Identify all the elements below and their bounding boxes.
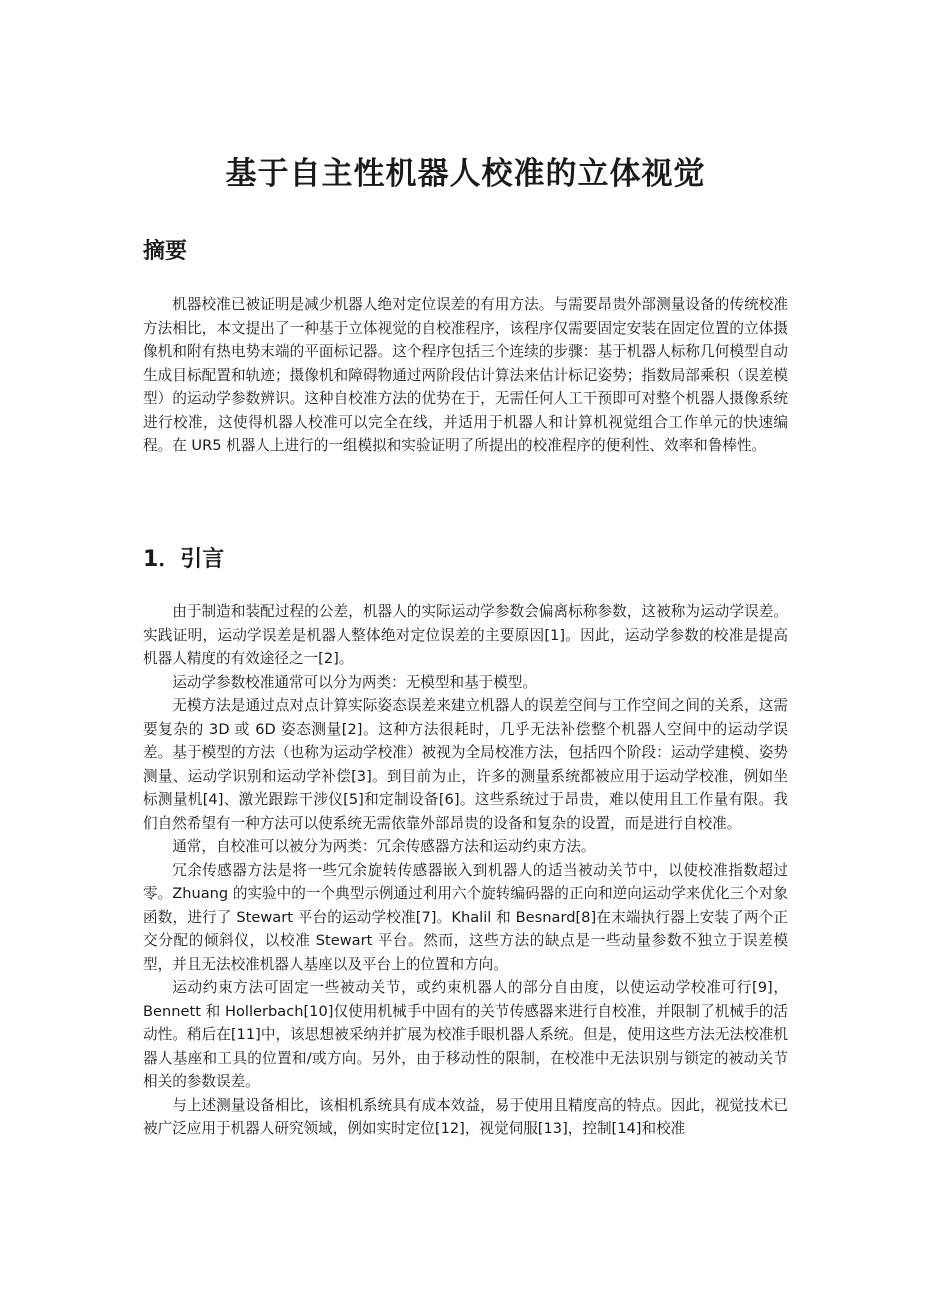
intro-paragraph-5: 冗余传感器方法是将一些冗余旋转传感器嵌入到机器人的适当被动关节中，以使校准指数超过零。Zhuang 的实验中的一个典型示例通过利用六个旋转编码器的正向和逆向运动学来优化三个对象函数，进行了 Stewart 平台的运动学校准[7]。Khalil 和 Besnard[8]在末端执行器上安装了两个正交分配的倾斜仪，以校准 Stewart 平台。然而，这些方法的缺点是一些动量参数不独立于误差模型，并且无法校准机器人基座以及平台上的位置和方向。 bbox=[143, 861, 788, 973]
introduction-body bbox=[143, 600, 788, 1141]
intro-paragraph-6: 运动约束方法可固定一些被动关节，或约束机器人的部分自由度，以使运动学校准可行[9]，Bennett 和 Hollerbach[10]仅使用机械手中固有的关节传感器来进行自校准，并限制了机械手的活动性。稍后在[11]中，该思想被采纳并扩展为校准手眼机器人系统。但是，使用这些方法无法校准机器人基座和工具的位置和/或方向。另外，由于移动性的限制，在校准中无法识别与锁定的被动关节相关的参数误差。 bbox=[143, 979, 788, 1090]
intro-paragraph-3: 无模方法是通过点对点计算实际姿态误差来建立机器人的误差空间与工作空间之间的关系，这需要复杂的 3D 或 6D 姿态测量[2]。这种方法很耗时，几乎无法补偿整个机器人空间中的运动学误差。基于模型的方法（也称为运动学校准）被视为全局校准方法，包括四个阶段：运动学建模、姿势测量、运动学识别和运动学补偿[3]。到目前为止，许多的测量系统都被应用于运动学校准，例如坐标测量机[4]、激光跟踪干涉仪[5]和定制设备[6]。这些系统过于昂贵，难以使用且工作量有限。我们自然希望有一种方法可以使系统无需依靠外部昂贵的设备和复杂的设置，而是进行自校准。 bbox=[143, 697, 788, 832]
intro-paragraph-1: 由于制造和装配过程的公差，机器人的实际运动学参数会偏离标称参数，这被称为运动学误差。实践证明，运动学误差是机器人整体绝对定位误差的主要原因[1]。因此，运动学参数的校准是提高机器人精度的有效途径之一[2]。 bbox=[143, 603, 788, 667]
intro-paragraph-7: 与上述测量设备相比，该相机系统具有成本效益，易于使用且精度高的特点。因此，视觉技术已被广泛应用于机器人研究领域，例如实时定位[12]，视觉伺服[13]，控制[14]和校准 bbox=[143, 1096, 788, 1137]
abstract-heading: 摘要 bbox=[143, 239, 188, 264]
abstract-body bbox=[143, 293, 788, 458]
paper-title: 基于自主性机器人校准的立体视觉 bbox=[225, 156, 706, 192]
intro-paragraph-4: 通常，自校准可以被分为两类：冗余传感器方法和运动约束方法。 bbox=[172, 838, 596, 855]
introduction-heading: 1．引言 bbox=[143, 547, 225, 572]
intro-paragraph-2: 运动学参数校准通常可以分为两类：无模型和基于模型。 bbox=[172, 673, 538, 691]
abstract-paragraph: 机器校准已被证明是减少机器人绝对定位误差的有用方法。与需要昂贵外部测量设备的传统校准方法相比，本文提出了一种基于立体视觉的自校准程序，该程序仅需要固定安装在固定位置的立体摄像机和附有热电势末端的平面标记器。这个程序包括三个连续的步骤：基于机器人标称几何模型自动生成目标配置和轨迹；摄像机和障碍物通过两阶段估计算法来估计标记姿势；指数局部乘积（误差模型）的运动学参数辨识。这种自校准方法的优势在于，无需任何人工干预即可对整个机器人摄像系统进行校准，这使得机器人校准可以完全在线，并适用于机器人和计算机视觉组合工作单元的快速编程。在 UR5 机器人上进行的一组模拟和实验证明了所提出的校准程序的便利性、效率和鲁棒性。 bbox=[143, 296, 788, 454]
